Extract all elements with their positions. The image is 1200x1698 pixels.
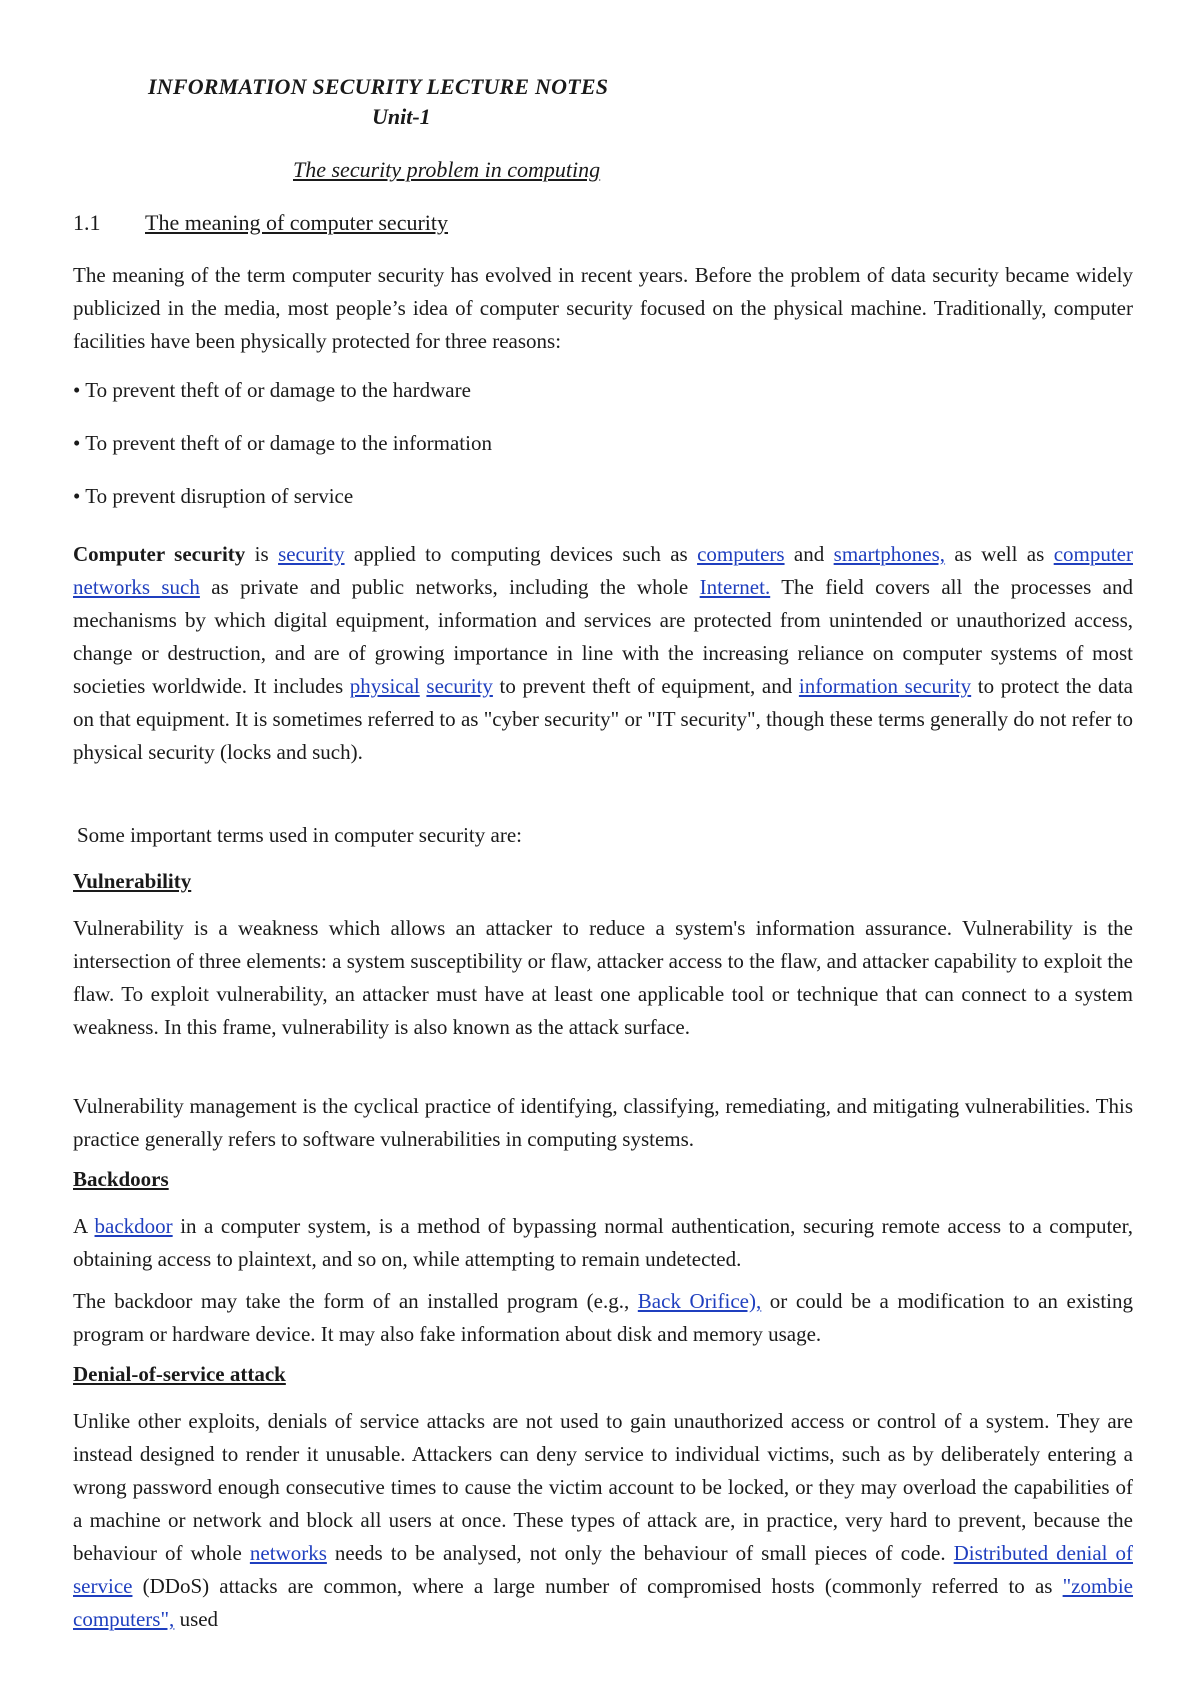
backdoor-paragraph-2 bbox=[73, 1285, 1133, 1351]
section-number: 1.1 bbox=[73, 210, 101, 235]
heading-denial-of-service: Denial-of-service attack bbox=[73, 1362, 286, 1386]
text-run: as well as bbox=[945, 542, 1054, 566]
computer-security-paragraph bbox=[73, 538, 1133, 769]
text-run: needs to be analysed, not only the behaviour of small pieces of code. bbox=[326, 1541, 954, 1565]
computer-security-text bbox=[73, 538, 1133, 769]
link-back-orifice[interactable]: Back Orifice), bbox=[637, 1289, 762, 1313]
link-internet[interactable]: Internet. bbox=[699, 575, 771, 599]
text-run: and bbox=[784, 542, 834, 566]
text-run: Unlike other exploits, denials of service attacks are not used to gain unauthorized access or control of a system. They are instead designed to render it unusable. Attackers can deny service to individual victims, such as by deliberately entering a wrong password enough consecutive times to cause the victim account to be locked, or they may overload the capabilities of a machine or network and block all users at once. These types of attack are, in practice, very hard to prevent, because the behaviour of whole bbox=[73, 1409, 1133, 1565]
text-run: (DDoS) attacks are common, where a large number of compromised hosts (commonly referred to as bbox=[132, 1574, 1063, 1598]
vulnerability-paragraph-1 bbox=[73, 912, 1133, 1044]
heading-vulnerability: Vulnerability bbox=[73, 869, 192, 893]
backdoor-text-1 bbox=[73, 1210, 1133, 1276]
link-security[interactable]: security bbox=[278, 542, 345, 566]
heading-backdoors: Backdoors bbox=[73, 1167, 169, 1191]
terms-intro bbox=[77, 819, 1137, 852]
text-run: applied to computing devices such as bbox=[344, 542, 698, 566]
bullet-item: • To prevent disruption of service bbox=[73, 484, 354, 508]
text-run: to protect the data on that equipment. It is sometimes referred to as "cyber security" or "IT security", though these terms generally do not refer to physical security (locks and such). bbox=[73, 674, 1133, 764]
text-run: used bbox=[174, 1607, 219, 1631]
link-security-2[interactable]: security bbox=[426, 674, 493, 698]
backdoor-paragraph-1 bbox=[73, 1210, 1133, 1276]
terms-intro-text: Some important terms used in computer security are: bbox=[77, 823, 522, 847]
intro-paragraph bbox=[73, 259, 1133, 358]
text-run: is bbox=[245, 542, 279, 566]
bullet-item: • To prevent theft of or damage to the hardware bbox=[73, 378, 471, 402]
link-physical[interactable]: physical bbox=[349, 674, 420, 698]
link-information-security[interactable]: information security bbox=[798, 674, 972, 698]
vulnerability-text-2: Vulnerability management is the cyclical practice of identifying, classifying, remediating, and mitigating vulnerabilities. This practice generally refers to software vulnerabilities in computing systems. bbox=[73, 1094, 1133, 1151]
document-title: INFORMATION SECURITY LECTURE NOTES bbox=[148, 74, 609, 99]
bullet-item: • To prevent theft of or damage to the information bbox=[73, 431, 492, 455]
dos-text bbox=[73, 1405, 1133, 1636]
link-service[interactable]: service bbox=[73, 1574, 133, 1598]
backdoor-text-2 bbox=[73, 1285, 1133, 1351]
intro-text: The meaning of the term computer security has evolved in recent years. Before the problem of data security became widely publicized in the media, most people’s idea of computer security focused on the physical machine. Traditionally, computer facilities have been physically protected for three reasons: bbox=[73, 263, 1133, 353]
text-run: A bbox=[73, 1214, 95, 1238]
vulnerability-text-1: Vulnerability is a weakness which allows an attacker to reduce a system's information assurance. Vulnerability is the intersection of three elements: a system susceptibility or flaw, attacker access to the flaw, and attacker capability to exploit the flaw. To exploit vulnerability, an attacker must have at least one applicable tool or technique that can connect to a system weakness. In this frame, vulnerability is also known as the attack surface. bbox=[73, 916, 1133, 1039]
unit-label: Unit-1 bbox=[372, 104, 431, 129]
section-heading bbox=[73, 206, 448, 239]
link-zombie-computers[interactable]: "zombie computers", bbox=[73, 1574, 1133, 1631]
link-networks-2[interactable]: networks bbox=[249, 1541, 327, 1565]
text-run: The backdoor may take the form of an installed program (e.g., bbox=[73, 1289, 638, 1313]
text-run: in a computer system, is a method of bypassing normal authentication, securing remote access to a computer, obtaining access to plaintext, and so on, while attempting to remain undetected. bbox=[73, 1214, 1133, 1271]
link-networks[interactable]: networks such bbox=[73, 575, 200, 599]
dos-paragraph bbox=[73, 1405, 1133, 1636]
section-title: The meaning of computer security bbox=[145, 210, 449, 235]
term-computer-security: Computer security bbox=[73, 542, 246, 566]
link-computer[interactable]: computer bbox=[1053, 542, 1133, 566]
chapter-subtitle: The security problem in computing bbox=[293, 157, 601, 182]
link-smartphones[interactable]: smartphones, bbox=[833, 542, 946, 566]
link-computers[interactable]: computers bbox=[697, 542, 785, 566]
link-distributed-denial-of[interactable]: Distributed denial of bbox=[953, 1541, 1133, 1565]
text-run: The field covers all the processes and mechanisms by which digital equipment, information and services are protected from unintended or unauthorized access, change or destruction, and are of growing importance in line with the increasing reliance on computer systems of most societies worldwide. It includes bbox=[73, 575, 1134, 698]
vulnerability-paragraph-2 bbox=[73, 1090, 1133, 1156]
text-run: or could be a modification to an existing program or hardware device. It may also fake information about disk and memory usage. bbox=[73, 1289, 1133, 1346]
text-run: as private and public networks, including the whole bbox=[199, 575, 700, 599]
link-backdoor[interactable]: backdoor bbox=[94, 1214, 173, 1238]
text-run: to prevent theft of equipment, and bbox=[492, 674, 799, 698]
